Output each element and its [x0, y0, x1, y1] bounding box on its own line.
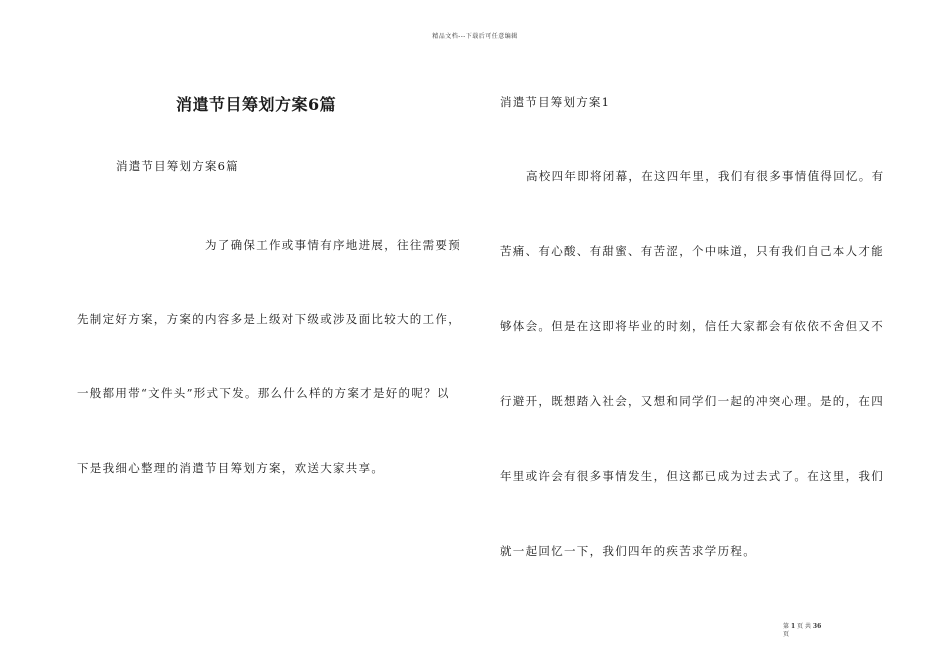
body-line-3: 够体会。但是在这即将毕业的时刻，信任大家都会有依依不舍但又不: [500, 319, 884, 333]
intro-line-1: 为了确保工作或事情有序地进展，往往需要预: [205, 238, 461, 252]
document-title: 消遣节目筹划方案6篇: [176, 95, 337, 114]
section-title: 消遣节目筹划方案1: [500, 95, 611, 109]
page-number-footer: [783, 623, 843, 639]
body-line-5: 年里或许会有很多事情发生，但这都已成为过去式了。在这里，我们: [500, 469, 884, 483]
body-line-2: 苦痛、有心酸、有甜蜜、有苦涩，个中味道，只有我们自己本人才能: [500, 244, 884, 258]
total-page-count: 36: [812, 623, 822, 630]
body-line-1: 高校四年即将闭幕，在这四年里，我们有很多事情值得回忆。有: [526, 169, 885, 183]
document-subtitle: 消遣节目筹划方案6篇: [116, 159, 239, 173]
footer-middle: 页 共: [797, 623, 811, 630]
footer-prefix: 第: [783, 623, 790, 630]
footer-suffix: 页: [783, 631, 790, 638]
body-line-6: 就一起回忆一下，我们四年的疾苦求学历程。: [500, 544, 756, 558]
body-line-4: 行避开，既想踏入社会，又想和同学们一起的冲突心理。是的，在四: [500, 394, 884, 408]
page-header: 精品文档---下载后可任意编辑: [432, 33, 518, 40]
intro-line-3: 一般都用带“文件头”形式下发。那么什么样的方案才是好的呢？以: [77, 386, 450, 400]
intro-line-2: 先制定好方案，方案的内容多是上级对下级或涉及面比较大的工作，: [77, 312, 461, 326]
intro-line-4: 下是我细心整理的消遣节目筹划方案，欢送大家共享。: [77, 461, 385, 475]
current-page-number: 1: [790, 623, 796, 630]
